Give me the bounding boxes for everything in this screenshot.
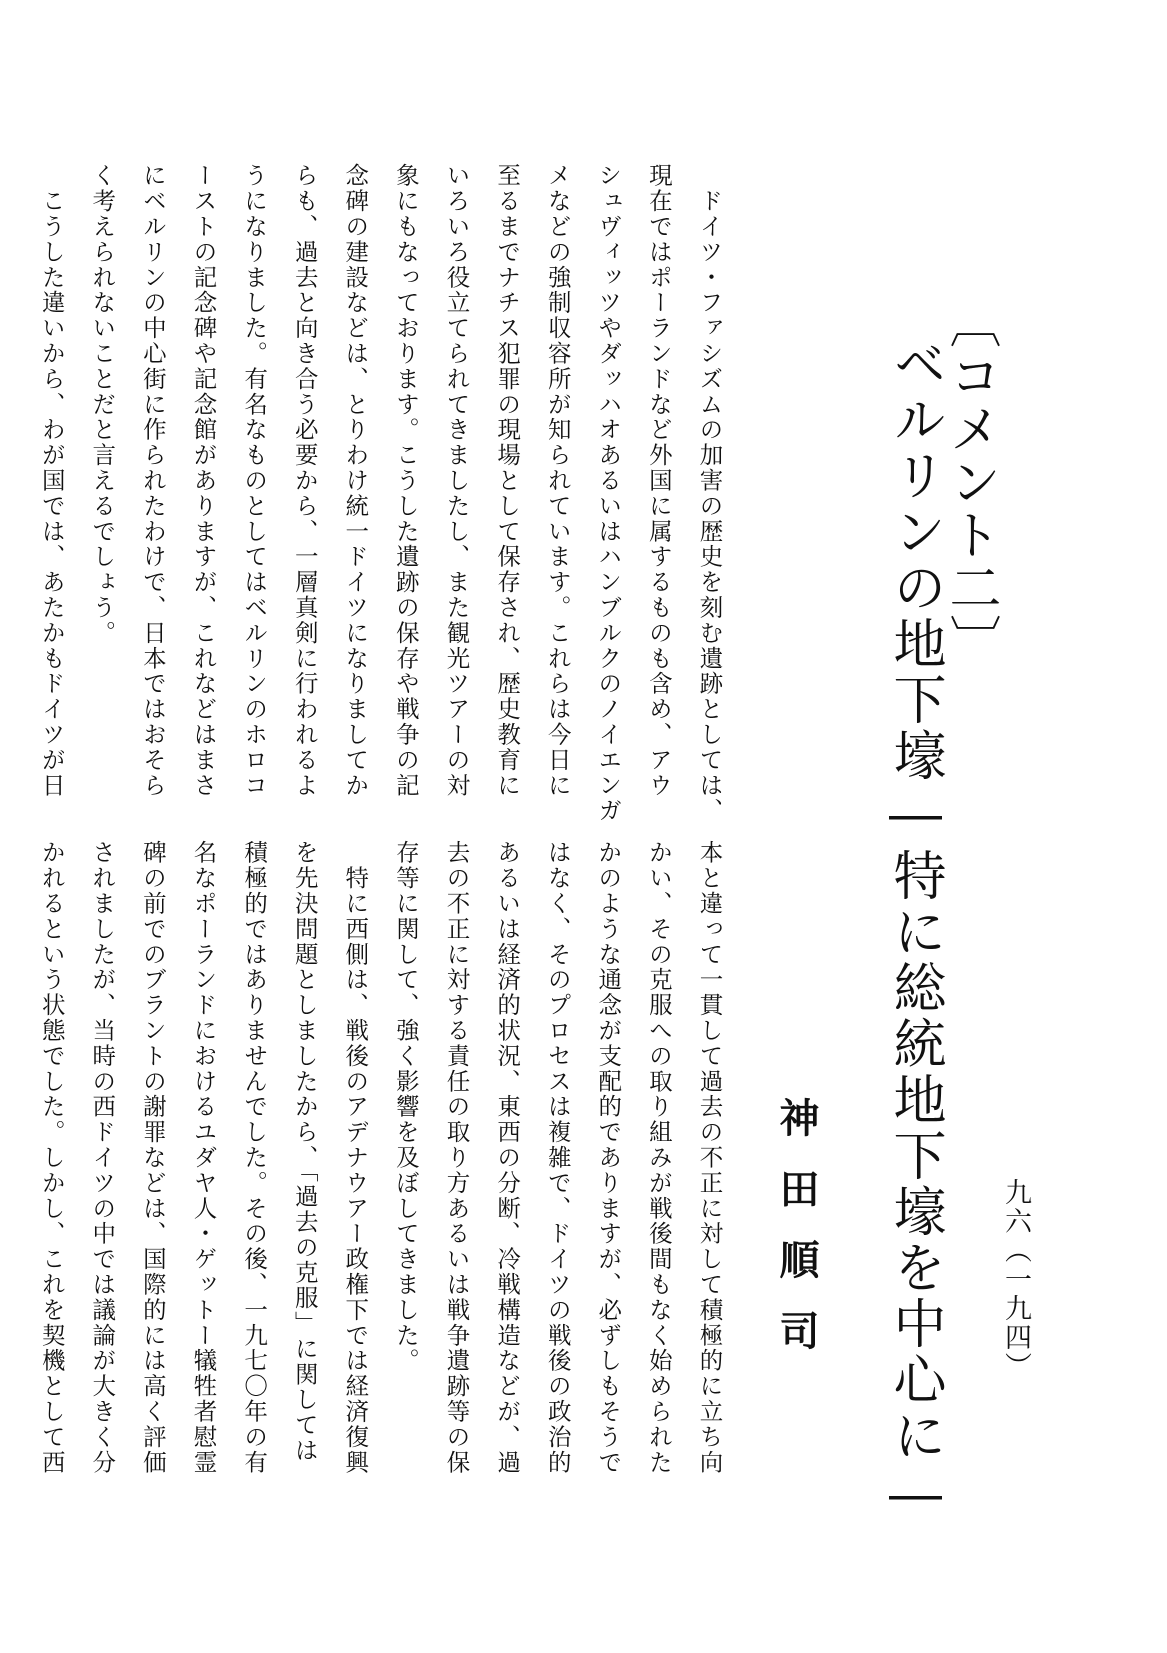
text-column: かのような通念が支配的でありますが、必ずしもそうで <box>594 840 623 1475</box>
text-column: 去の不正に対する責任の取り方あるいは戦争遺跡等の保 <box>442 840 471 1475</box>
text-column: 念碑の建設などは、とりわけ統一ドイツになりましてか <box>341 163 370 798</box>
comment-heading: 〔コメント二〕 <box>940 296 1000 667</box>
text-column: 特に西側は、戦後のアデナウアー政権下では経済復興 <box>341 840 370 1475</box>
text-column: 存等に関して、強く影響を及ぼしてきました。 <box>391 840 420 1374</box>
text-column: ドイツ・ファシズムの加害の歴史を刻む遺跡としては、 <box>695 163 724 824</box>
text-column: を先決問題としましたから、「過去の克服」に関しては <box>290 840 319 1464</box>
page-number: 九六（一九四） <box>1000 1178 1031 1381</box>
text-column: メなどの強制収容所が知られています。これらは今日に <box>543 163 572 798</box>
text-column: シュヴィッツやダッハオあるいはハンブルクのノイエンガ <box>594 163 623 824</box>
text-column: 碑の前でのブラントの謝罪などは、国際的には高く評価 <box>138 840 167 1475</box>
text-column: あるいは経済的状況、東西の分断、冷戦構造などが、過 <box>493 840 522 1475</box>
article-title: ベルリンの地下壕―特に総統地下壕を中心に― <box>885 336 946 1528</box>
text-column: 至るまでナチス犯罪の現場として保存され、歴史教育に <box>493 163 522 798</box>
text-column: こうした違いから、わが国では、あたかもドイツが日 <box>37 163 66 798</box>
text-column: 象にもなっております。こうした遺跡の保存や戦争の記 <box>391 163 420 798</box>
text-column: いろいろ役立てられてきましたし、また観光ツアーの対 <box>442 163 471 798</box>
text-column: うになりました。有名なものとしてはベルリンのホロコ <box>240 163 269 798</box>
text-column: かい、その克服への取り組みが戦後間もなく始められた <box>644 840 673 1475</box>
text-column: 積極的ではありませんでした。その後、一九七〇年の有 <box>240 840 269 1475</box>
text-column: はなく、そのプロセスは複雑で、ドイツの戦後の政治的 <box>543 840 572 1475</box>
text-column: されましたが、当時の西ドイツの中では議論が大きく分 <box>88 840 117 1475</box>
text-column: にベルリンの中心街に作られたわけで、日本ではおそら <box>138 163 167 798</box>
author-name: 神田順司 <box>773 1097 820 1381</box>
text-column: く考えられないことだと言えるでしょう。 <box>88 163 117 646</box>
text-column: かれるという状態でした。しかし、これを契機として西 <box>37 840 66 1475</box>
text-column: らも、過去と向き合う必要から、一層真剣に行われるよ <box>290 163 319 798</box>
text-column: ーストの記念碑や記念館がありますが、これなどはまさ <box>189 163 218 798</box>
text-column: 現在ではポーランドなど外国に属するものも含め、アウ <box>644 163 673 798</box>
text-column: 本と違って一貫して過去の不正に対して積極的に立ち向 <box>695 840 724 1475</box>
text-column: 名なポーランドにおけるユダヤ人・ゲットー犠牲者慰霊 <box>189 840 218 1475</box>
